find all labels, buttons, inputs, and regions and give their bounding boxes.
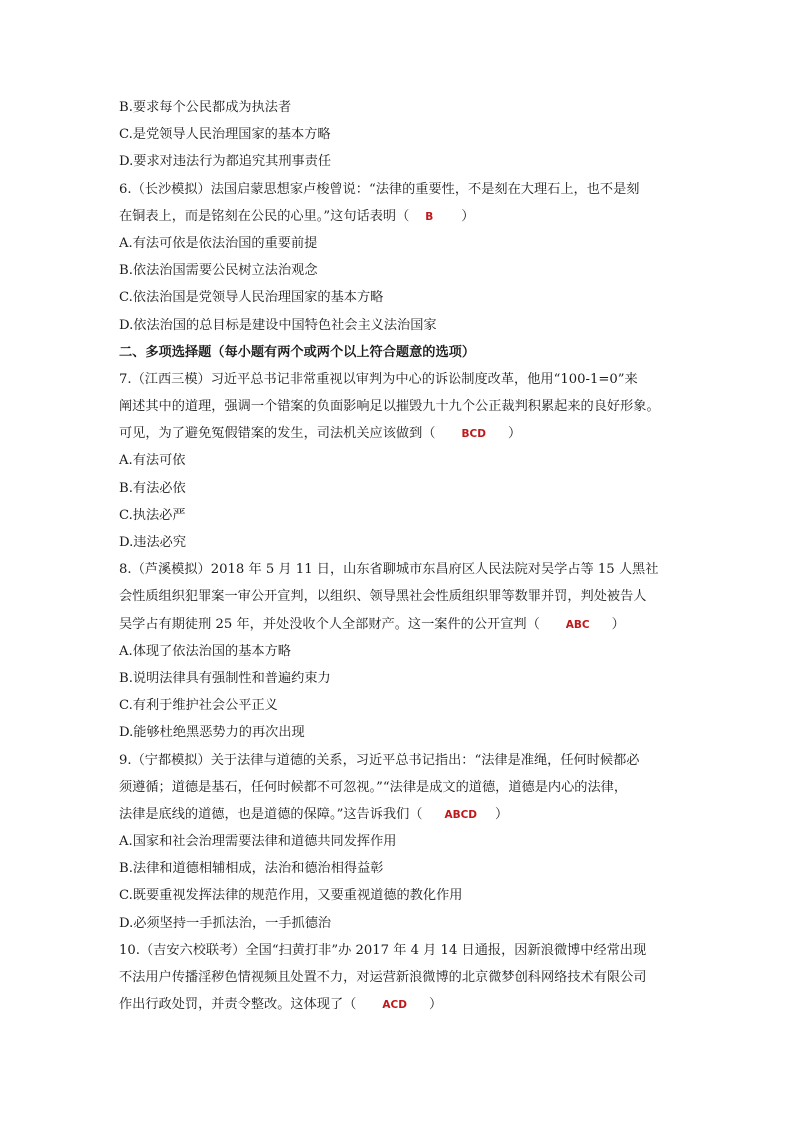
option-line: D.依法治国的总目标是建设中国特色社会主义法治国家	[119, 317, 437, 333]
question-6-stem-cont	[119, 203, 679, 230]
paren-close: ）	[461, 208, 475, 224]
option-line: B.说明法律具有强制性和普遍约束力	[119, 670, 331, 686]
option-line: D.违法必究	[119, 535, 187, 550]
option-line: B.法律和道德相辅相成，法治和德治相得益彰	[119, 861, 384, 877]
question-9-stem-end	[119, 801, 679, 828]
question-9-text: 法律是底线的道德，也是道德的保障。”这告诉我们（	[119, 806, 423, 822]
question-9-stem: 9.（宁都模拟）关于法律与道德的关系，习近平总书记指出：“法律是准绳，任何时候都必	[119, 752, 640, 768]
paren-close: ）	[611, 616, 625, 632]
option-line: A.体现了依法治国的基本方略	[119, 643, 291, 659]
question-6-stem: 6.（长沙模拟）法国启蒙思想家卢梭曾说：“法律的重要性，不是刻在大理石上，也不是刻	[119, 181, 640, 197]
question-10-stem-cont: 不法用户传播淫秽色情视频且处置不力，对运营新浪微博的北京微梦创科网络技术有限公司	[119, 970, 647, 985]
question-8-text: 吴学占有期徒刑 25 年，并处没收个人全部财产。这一案件的公开宣判（	[119, 616, 540, 632]
option-line: C.有利于维护社会公平正义	[119, 698, 278, 714]
paren-close: ）	[428, 997, 443, 1013]
option-line: C.执法必严	[119, 507, 186, 523]
question-7-stem: 7.（江西三模）习近平总书记非常重视以审判为中心的诉讼制度改革，他用“100-1=0”来	[119, 371, 638, 387]
option-line: D.能够杜绝黑恶势力的再次出现	[119, 725, 305, 741]
question-7-text: 可见，为了避免冤假错案的发生，司法机关应该做到（	[119, 426, 436, 442]
question-content	[119, 94, 679, 1018]
question-8-stem: 8.（芦溪模拟）2018 年 5 月 11 日，山东省聊城市东昌府区人民法院对吴学占等 15 人黑社	[119, 562, 659, 578]
option-line: A.国家和社会治理需要法律和道德共同发挥作用	[119, 834, 397, 850]
question-10-text: 作出行政处罚，并责令整改。这体现了（	[119, 997, 357, 1013]
question-9-stem-cont: 须遵循；道德是基石，任何时候都不可忽视。”“法律是成文的道德，道德是内心的法律，	[119, 779, 628, 795]
question-7-stem-end	[119, 420, 679, 447]
paren-close: ）	[507, 426, 522, 442]
paren-close: ）	[495, 806, 509, 822]
question-10-answer: ACD	[382, 999, 407, 1012]
option-line: B.依法治国需要公民树立法治观念	[119, 263, 318, 279]
option-line: C.是党领导人民治理国家的基本方略	[119, 127, 331, 143]
question-8-stem-cont: 会性质组织犯罪案一审公开宣判，以组织、领导黑社会性质组织罪等数罪并罚，判处被告人	[119, 589, 647, 605]
option-line: B.要求每个公民都成为执法者	[119, 100, 292, 115]
option-line: A.有法可依是依法治国的重要前提	[119, 235, 318, 251]
question-7-answer: BCD	[461, 428, 486, 441]
question-7-stem-cont: 阐述其中的道理，强调一个错案的负面影响足以摧毁九十九个公正裁判积累起来的良好形象。	[119, 399, 660, 415]
question-6-answer: B	[425, 210, 434, 223]
question-8-answer: ABC	[565, 618, 590, 631]
question-9-answer: ABCD	[444, 808, 478, 821]
option-line: C.依法治国是党领导人民治理国家的基本方略	[119, 290, 384, 306]
section-heading: 二、多项选择题（每小题有两个或两个以上符合题意的选项）	[119, 344, 476, 360]
option-line: B.有法必依	[119, 480, 186, 496]
option-line: C.既要重视发挥法律的规范作用，又要重视道德的教化作用	[119, 888, 463, 904]
question-10-stem: 10.（吉安六校联考）全国“扫黄打非”办 2017 年 4 月 14 日通报，因新浪微博中经常出现	[119, 942, 647, 958]
question-8-stem-end	[119, 611, 679, 638]
option-line: D.必须坚持一手抓法治，一手抓德治	[119, 915, 332, 931]
question-6-text: 在铜表上，而是铭刻在公民的心里。”这句话表明（	[119, 208, 410, 224]
option-line: D.要求对违法行为都追究其刑事责任	[119, 154, 332, 170]
option-line: A.有法可依	[119, 453, 186, 469]
question-10-stem-end	[119, 991, 679, 1018]
